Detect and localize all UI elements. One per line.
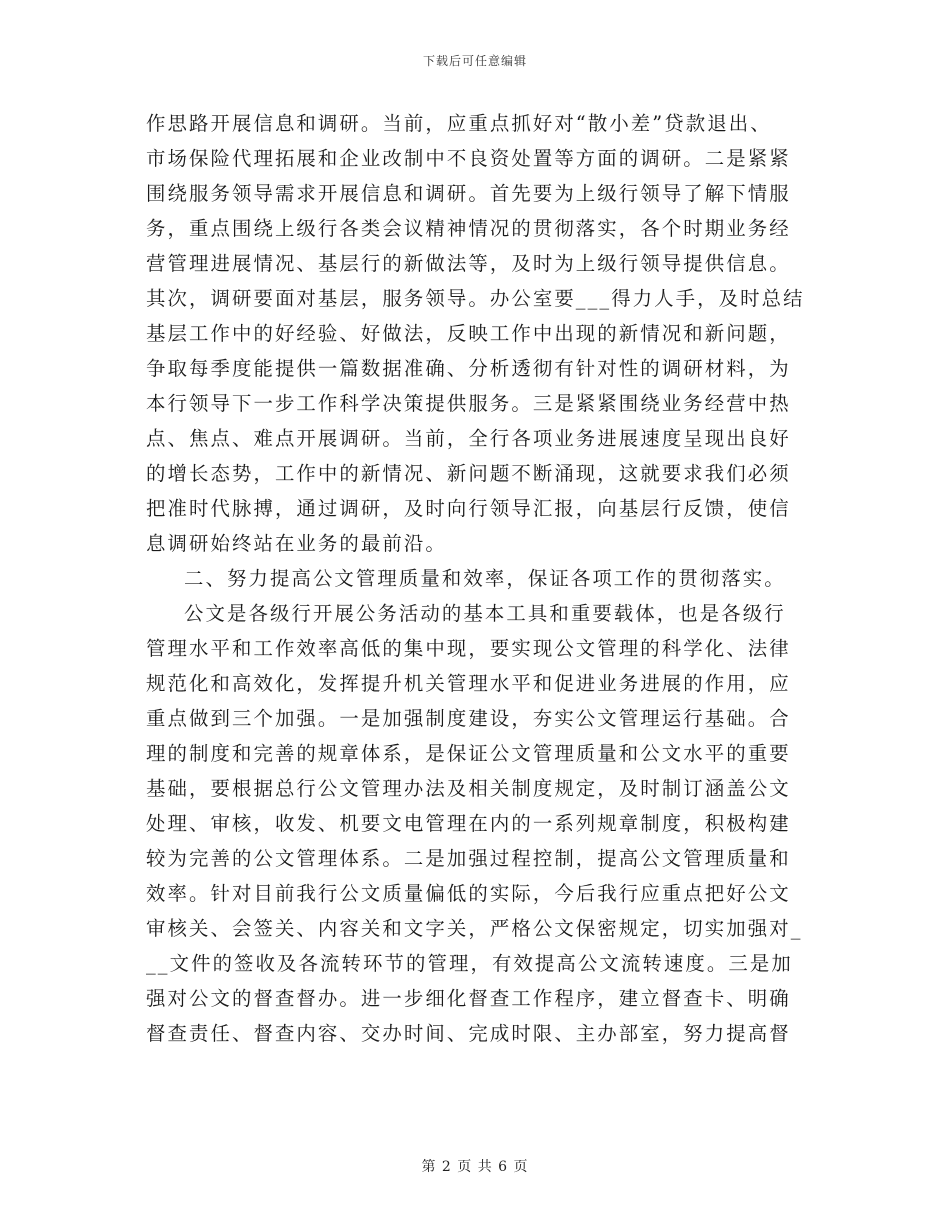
text-line: __文件的签收及各流转环节的管理，有效提高公文流转速度。三是加 [146,952,793,975]
text-line: 基层工作中的好经验、好做法，反映工作中出现的新情况和新问题， [146,322,791,345]
text-line: 处理、审核，收发、机要文电管理在内的一系列规章制度，积极构建 [146,812,791,835]
page-header-note: 下载后可任意编辑 [422,54,527,68]
text-line: 息调研始终站在业务的最前沿。 [146,532,447,555]
text-line: 规范化和高效化，发挥提升机关管理水平和促进业务进展的作用，应 [146,672,791,695]
text-line: 把准时代脉搏，通过调研，及时向行领导汇报，向基层行反馈，使信 [146,497,791,520]
text-line: 理的制度和完善的规章体系，是保证公文管理质量和公文水平的重要 [146,742,791,765]
text-line: 重点做到三个加强。一是加强制度建设，夯实公文管理运行基础。合 [146,707,791,730]
paragraph-first-line: 公文是各级行开展公务活动的基本工具和重要载体，也是各级行 [184,602,786,625]
text-line: 审核关、会签关、内容关和文字关，严格公文保密规定，切实加强对_ [146,917,803,940]
text-line: 市场保险代理拓展和企业改制中不良资处置等方面的调研。二是紧紧 [146,147,791,170]
text-line: 作思路开展信息和调研。当前，应重点抓好对“散小差”贷款退出、 [146,112,772,135]
text-line: 围绕服务领导需求开展信息和调研。首先要为上级行领导了解下情服 [146,182,791,205]
text-line: 点、焦点、难点开展调研。当前，全行各项业务进展速度呈现出良好 [146,427,791,450]
section-heading: 二、努力提高公文管理质量和效率，保证各项工作的贯彻落实。 [184,567,786,590]
text-line: 其次，调研要面对基层，服务领导。办公室要___得力人手，及时总结 [146,287,805,310]
document-body [146,106,806,1051]
page-number: 第 2 页 共 6 页 [421,1159,529,1175]
text-line: 基础，要根据总行公文管理办法及相关制度规定，及时制订涵盖公文 [146,777,791,800]
text-line: 效率。针对目前我行公文质量偏低的实际，今后我行应重点把好公文 [146,882,791,905]
text-line: 的增长态势，工作中的新情况、新问题不断涌现，这就要求我们必须 [146,462,791,485]
text-line: 本行领导下一步工作科学决策提供服务。三是紧紧围绕业务经营中热 [146,392,791,415]
text-line: 争取每季度能提供一篇数据准确、分析透彻有针对性的调研材料，为 [146,357,791,380]
text-line: 督查责任、督查内容、交办时间、完成时限、主办部室，努力提高督 [146,1022,791,1045]
text-line: 管理水平和工作效率高低的集中现，要实现公文管理的科学化、法律 [146,637,791,660]
text-line: 强对公文的督查督办。进一步细化督查工作程序，建立督查卡、明确 [146,987,791,1010]
text-line: 较为完善的公文管理体系。二是加强过程控制，提高公文管理质量和 [146,847,791,870]
text-line: 营管理进展情况、基层行的新做法等，及时为上级行领导提供信息。 [146,252,791,275]
text-line: 务，重点围绕上级行各类会议精神情况的贯彻落实，各个时期业务经 [146,217,791,240]
